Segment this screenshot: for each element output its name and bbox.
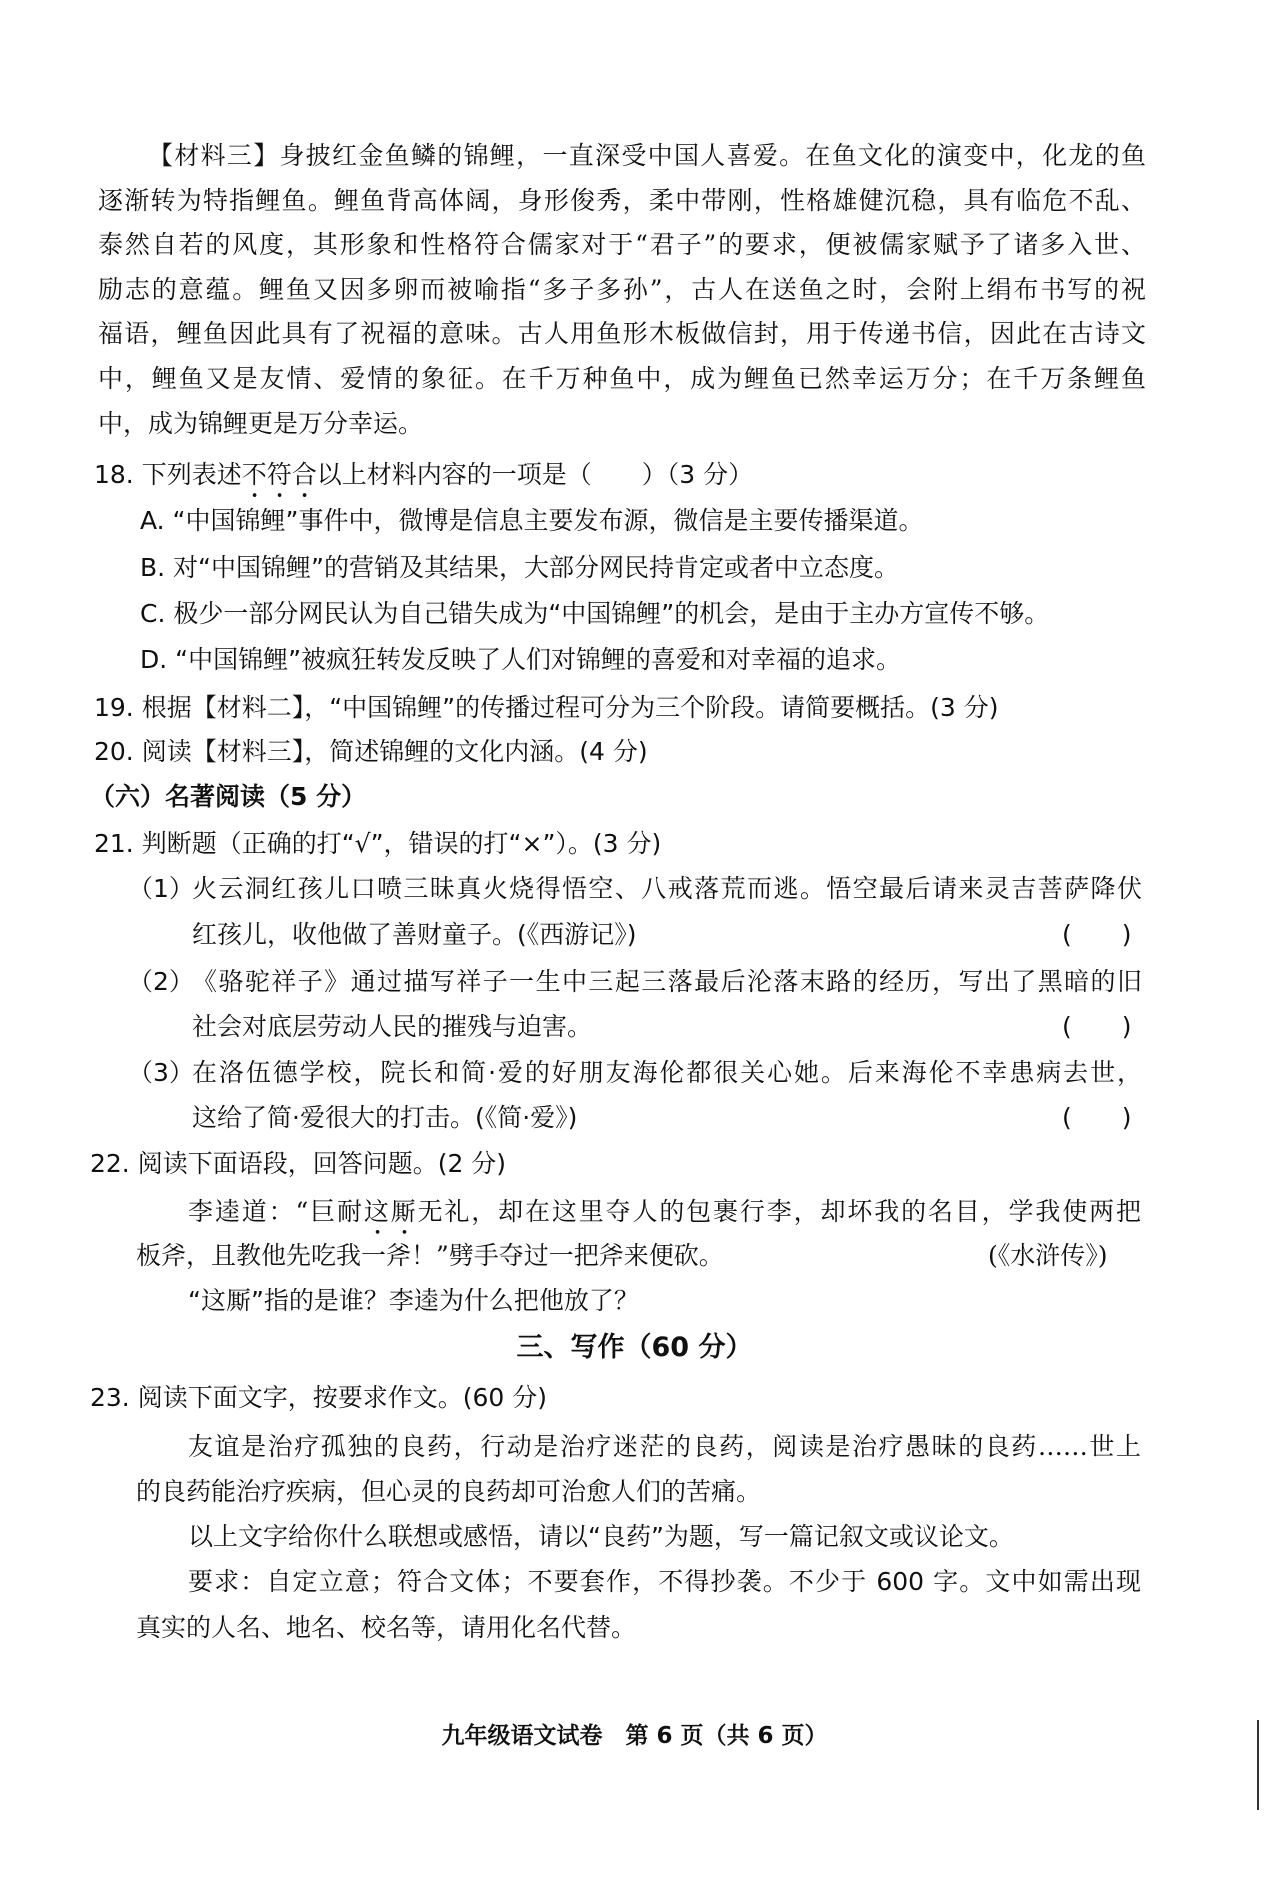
q18-emphasis: 不符合: [241, 460, 317, 489]
requirements: 真实的人名、地名、校名等，请用化名代替。: [136, 1613, 637, 1642]
prompt-line: 友谊是治疗孤独的良药，行动是治疗迷茫的良药，阅读是治疗愚昧的良药……世上: [188, 1432, 1141, 1461]
question-19: 19. 根据【材料二】，“中国锦鲤”的传播过程可分为三个阶段。请简要概括。(3 分): [94, 693, 999, 722]
option-b: B. 对“中国锦鲤”的营销及其结果，大部分网民持肯定或者中立态度。: [140, 553, 899, 582]
question-18: [94, 459, 753, 504]
item-number: （1）: [128, 874, 194, 903]
quote-text: 李逵道：“巨耐: [188, 1197, 364, 1226]
paragraph-line: 【材料三】身披红金鱼鳞的锦鲤，一直深受中国人喜爱。在鱼文化的演变中，化龙的鱼: [148, 141, 1146, 170]
prompt-line: 的良药能治疗疾病，但心灵的良药却可治愈人们的苦痛。: [136, 1477, 762, 1506]
item-text: 在洛伍德学校，院长和简·爱的好朋友海伦都很关心她。后来海伦不幸患病去世，: [192, 1058, 1142, 1087]
q22-question: “这厮”指的是谁？李逵为什么把他放了？: [188, 1286, 639, 1315]
item-text: 火云洞红孩儿口喷三昧真火烧得悟空、八戒落荒而逃。悟空最后请来灵吉菩萨降伏: [192, 874, 1142, 903]
quote-source: (《水浒传》): [988, 1241, 1108, 1270]
option-d: D. “中国锦鲤”被疯狂转发反映了人们对锦鲤的喜爱和对幸福的追求。: [140, 645, 902, 674]
q18-post: 以上材料内容的一项是（ ）（3 分）: [316, 460, 754, 489]
answer-blank[interactable]: ( ): [1062, 1012, 1132, 1041]
item-number: （2）: [128, 967, 194, 996]
option-a: A. “中国锦鲤”事件中，微博是信息主要发布源，微信是主要传播渠道。: [140, 506, 924, 535]
q18-pre: 18. 下列表述: [94, 460, 242, 489]
paragraph-line: 中，鲤鱼又是友情、爱情的象征。在千万种鱼中，成为鲤鱼已然幸运万分；在千万条鲤鱼: [98, 364, 1146, 393]
quote-emphasis: 这厮: [363, 1197, 418, 1226]
item-text: 社会对底层劳动人民的摧残与迫害。: [192, 1012, 593, 1041]
item-text: 这给了简·爱很大的打击。(《简·爱》): [192, 1103, 578, 1132]
paragraph-line: 励志的意蕴。鲤鱼又因多卵而被喻指“多子多孙”，古人在送鱼之时，会附上绢布书写的祝: [98, 275, 1146, 304]
paragraph-line: 泰然自若的风度，其形象和性格符合儒家对于“君子”的要求，便被儒家赋予了诸多入世、: [98, 230, 1146, 259]
paragraph-line: 逐渐转为特指鲤鱼。鲤鱼背高体阔，身形俊秀，柔中带刚，性格雄健沉稳，具有临危不乱、: [98, 186, 1146, 215]
requirements: 要求：自定立意；符合文体；不要套作，不得抄袭。不少于 600 字。文中如需出现: [188, 1567, 1141, 1596]
paragraph-line: 中，成为锦鲤更是万分幸运。: [98, 409, 424, 438]
quote-line: 板斧，且教他先吃我一斧！”劈手夺过一把斧来便砍。: [136, 1241, 724, 1270]
answer-blank[interactable]: ( ): [1062, 1103, 1132, 1132]
quote-line: [188, 1196, 1141, 1241]
paragraph-line: 福语，鲤鱼因此具有了祝福的意味。古人用鱼形木板做信封，用于传递书信，因此在古诗文: [98, 319, 1146, 348]
item-text: 红孩儿，收他做了善财童子。(《西游记》): [192, 920, 637, 949]
question-21: 21. 判断题（正确的打“√”，错误的打“×”）。(3 分): [94, 829, 662, 858]
item-number: （3）: [128, 1058, 194, 1087]
answer-blank[interactable]: ( ): [1062, 920, 1132, 949]
item-text: 《骆驼祥子》通过描写祥子一生中三起三落最后沦落末路的经历，写出了黑暗的旧: [192, 967, 1142, 996]
scan-edge-mark: [1257, 1720, 1269, 1810]
section-3-heading: 三、写作（60 分）: [516, 1332, 753, 1363]
option-c: C. 极少一部分网民认为自己错失成为“中国锦鲤”的机会，是由于主办方宣传不够。: [140, 599, 1050, 628]
quote-text: 无礼，却在这里夺人的包裹行李，却坏我的名目，学我使两把: [417, 1197, 1141, 1226]
section-6-heading: （六）名著阅读（5 分）: [90, 782, 367, 811]
instruction: 以上文字给你什么联想或感悟，请以“良药”为题，写一篇记叙文或议论文。: [188, 1522, 1014, 1551]
question-22: 22. 阅读下面语段，回答问题。(2 分): [90, 1149, 507, 1178]
question-23: 23. 阅读下面文字，按要求作文。(60 分): [90, 1383, 547, 1412]
page-footer: 九年级语文试卷 第 6 页（共 6 页）: [441, 1723, 828, 1749]
question-20: 20. 阅读【材料三】，简述锦鲤的文化内涵。(4 分): [94, 737, 648, 766]
